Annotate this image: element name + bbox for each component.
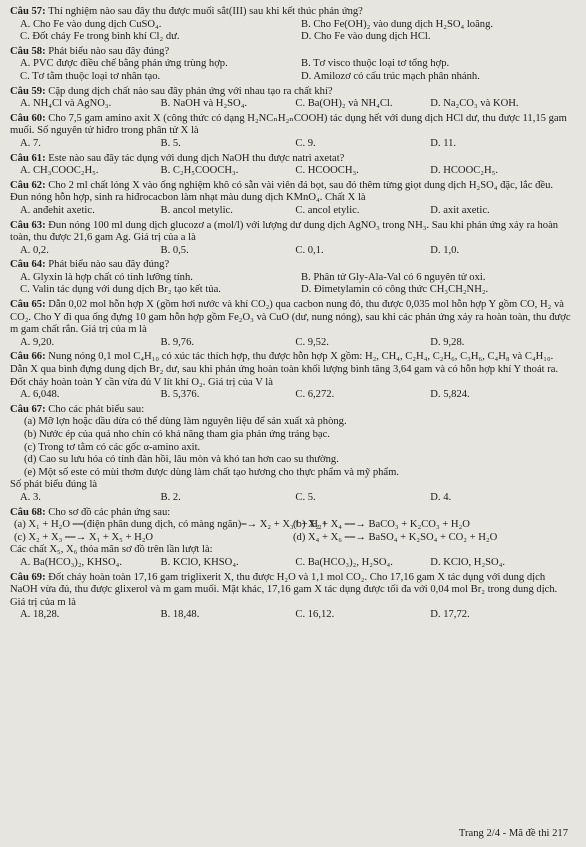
answer-option-a: A. anđehit axetic.: [20, 204, 95, 216]
question-0: [10, 6, 572, 44]
statement: (e) Một số este có mùi thơm được dùng làm chất tạo hương cho thực phẩm và mỹ phẩm.: [24, 466, 400, 478]
answer-options: [10, 492, 572, 505]
answer-option-d: D. HCOOC₂H₅.: [430, 165, 498, 177]
question-prompt: Số phát biểu đúng là: [10, 479, 98, 491]
question-3: [10, 113, 572, 151]
question-number: Câu 64:: [10, 259, 46, 271]
answer-options: [10, 609, 572, 622]
question-11: [10, 507, 572, 570]
question-number: Câu 57:: [10, 6, 46, 17]
question-5: [10, 180, 572, 218]
statement: (c) Trong tơ tằm có các gốc α-amino axit.: [24, 441, 201, 453]
answer-option-d: D. Cho Fe vào dung dịch HCl.: [301, 31, 431, 43]
answer-option-b: B. NaOH và H₂SO₄.: [160, 98, 248, 110]
answer-option-d: D. 11.: [430, 137, 457, 149]
answer-option-b: B. Cho Fe(OH)₂ vào dung dịch H₂SO₄ loãng.: [301, 18, 494, 30]
question-text: Câu 65: Dẫn 0,02 mol hỗn hợp X (gồm hơi nước và khí CO₂) qua cacbon nung đỏ, thu được 0,035 mol hỗn hợp Y gồm CO, H₂ và CO₂. Cho Y đi qua ống đựng 10 gam hỗn hợp gồm Fe₂O₃ và CuO (dư, nung nóng), sau khi các phản ứng xảy ra hoàn toàn, thu được m gam chất rắn. Giá trị của m là: [10, 299, 571, 336]
answer-option-b: B. 18,48.: [160, 609, 200, 621]
question-text: Câu 61: Este nào sau đây tác dụng với dung dịch NaOH thu được natri axetat?: [10, 152, 345, 164]
question-text: Câu 62: Cho 2 ml chất lỏng X vào ống nghiệm khô có sẵn vài viên đá bọt, sau đó thêm từng giọt dung dịch H₂SO₄ đặc, lắc đều. Đun nóng hỗn hợp, sinh ra hiđrocacbon làm nhạt màu dung dịch KMnO₄. Chất X là: [10, 179, 554, 204]
answer-options: [10, 58, 572, 83]
answer-option-a: A. 3.: [20, 491, 41, 503]
answer-option-b: B. C₂H₅COOCH₃.: [160, 165, 239, 177]
answer-option-b: B. 5.: [160, 137, 181, 149]
answer-option-b: B. 0,5.: [160, 244, 189, 256]
question-text: Câu 69: Đốt cháy hoàn toàn 17,16 gam triglixerit X, thu được H₂O và 1,1 mol CO₂. Cho 17,16 gam X tác dụng với dung dịch NaOH vừa đủ, thu được glixerol và m gam muối. Mặt khác, 17,16 gam X tác dụng được tối đa với 0,04 mol Br₂ trong dung dịch. Giá trị của m là: [10, 571, 558, 608]
answer-option-c: C. HCOOCH₃.: [295, 165, 359, 177]
question-4: [10, 153, 572, 178]
answer-options: [10, 272, 572, 297]
answer-option-c: C. ancol etylic.: [295, 204, 360, 216]
answer-option-b: B. Phân tử Gly-Ala-Val có 6 nguyên tử oxi.: [301, 271, 486, 283]
answer-option-a: A. PVC được điều chế bằng phản ứng trùng hợp.: [20, 58, 228, 70]
answer-option-c: C. Tơ tằm thuộc loại tơ nhân tạo.: [20, 70, 161, 82]
answer-option-d: D. KClO, H₂SO₄.: [430, 556, 506, 568]
question-text: Câu 59: Cặp dung dịch chất nào sau đây phản ứng với nhau tạo ra chất khí?: [10, 85, 333, 97]
answer-option-c: C. 6,272.: [295, 389, 335, 401]
question-number: Câu 59:: [10, 85, 46, 97]
answer-option-d: D. Đimetylamin có công thức CH₃CH₂NH₂.: [301, 284, 489, 296]
answer-option-a: A. CH₃COOC₂H₅.: [20, 165, 99, 177]
question-text: Câu 58: Phát biểu nào sau đây đúng?: [10, 45, 170, 57]
statement: (b) Nước ép của quả nho chín có khả năng tham gia phản ứng tráng bạc.: [24, 429, 330, 440]
question-text: Câu 67: Cho các phát biểu sau:: [10, 403, 145, 415]
answer-option-a: A. NH₄Cl và AgNO₃.: [20, 98, 112, 110]
answer-option-d: D. Na₂CO₃ và KOH.: [430, 98, 519, 110]
answer-option-a: A. 6,048.: [20, 389, 60, 401]
answer-options: [10, 165, 572, 178]
answer-option-d: D. axit axetic.: [430, 204, 490, 216]
answer-option-c: C. 0,1.: [295, 244, 324, 256]
question-number: Câu 66:: [10, 351, 46, 363]
answer-option-d: D. 4.: [430, 491, 452, 503]
answer-option-d: D. 5,824.: [430, 389, 470, 401]
question-text: Câu 64: Phát biểu nào sau đây đúng?: [10, 259, 170, 271]
answer-option-a: A. Ba(HCO₃)₂, KHSO₄.: [20, 556, 123, 568]
answer-option-a: A. 0,2.: [20, 244, 49, 256]
answer-option-c: C. Ba(OH)₂ và NH₄Cl.: [295, 98, 393, 110]
question-number: Câu 58:: [10, 45, 46, 57]
page-footer: Trang 2/4 - Mã đề thi 217: [458, 828, 568, 840]
answer-option-b: B. ancol metylic.: [160, 204, 233, 216]
question-8: [10, 299, 572, 349]
question-text: Câu 63: Đun nóng 100 ml dung dịch glucozơ a (mol/l) với lượng dư dung dịch AgNO₃ trong NH₃. Sau khi phản ứng xảy ra hoàn toàn, thu được 21,6 gam Ag. Giá trị của a là: [10, 219, 559, 244]
answer-option-a: A. 7.: [20, 137, 41, 149]
reaction: (b) X₂ + X₄ ⎯⎯→ BaCO₃ + K₂CO₃ + H₂O: [293, 519, 470, 531]
question-list: [10, 6, 572, 622]
question-number: Câu 67:: [10, 403, 46, 415]
answer-options: [10, 245, 572, 258]
answer-options: [10, 337, 572, 350]
reaction: (a) X₁ + H₂O ⎯⎯(điện phân dung dịch, có màng ngăn)⎯→ X₂ + X₃↑ + H₂↑: [14, 519, 327, 531]
question-text: Câu 60: Cho 7,5 gam amino axit X (công thức có dạng H₂NCₙH₂ₙCOOH) tác dụng hết với dung dịch HCl dư, thu được 11,15 gam muối. Số nguyên tử hiđro trong phân tử X là: [10, 112, 567, 137]
answer-option-d: D. Amilozơ có cấu trúc mạch phân nhánh.: [301, 70, 480, 82]
question-text: Câu 57: Thí nghiệm nào sau đây thu được muối sắt(III) sau khi kết thúc phản ứng?: [10, 6, 363, 17]
question-9: [10, 351, 572, 401]
answer-option-b: B. 5,376.: [160, 389, 200, 401]
answer-option-d: D. 1,0.: [430, 244, 460, 256]
question-number: Câu 63:: [10, 219, 46, 231]
answer-option-a: A. 9,20.: [20, 336, 55, 348]
question-number: Câu 61:: [10, 152, 46, 164]
answer-option-b: B. 2.: [160, 491, 181, 503]
answer-options: [10, 98, 572, 111]
question-number: Câu 65:: [10, 299, 46, 311]
answer-option-a: A. Cho Fe vào dung dịch CuSO₄.: [20, 18, 162, 30]
answer-options: [10, 138, 572, 151]
question-12: [10, 572, 572, 622]
answer-option-d: D. 9,28.: [430, 336, 465, 348]
statement: (d) Cao su lưu hóa có tính đàn hồi, lâu mòn và khó tan hơn cao su thường.: [24, 454, 339, 466]
answer-option-a: A. 18,28.: [20, 609, 60, 621]
answer-options: [10, 557, 572, 570]
question-10: [10, 404, 572, 505]
question-prompt: Các chất X₅, X₆ thỏa mãn sơ đồ trên lần lượt là:: [10, 544, 213, 556]
reaction: (c) X₂ + X₃ ⎯⎯→ X₁ + X₅ + H₂O: [14, 531, 154, 543]
question-2: [10, 86, 572, 111]
reaction-scheme: [10, 519, 572, 544]
statement: (a) Mỡ lợn hoặc dầu dừa có thể dùng làm nguyên liệu để sản xuất xà phòng.: [24, 416, 347, 428]
answer-option-c: C. Ba(HCO₃)₂, H₂SO₄.: [295, 556, 393, 568]
question-7: [10, 259, 572, 297]
question-text: Câu 66: Nung nóng 0,1 mol C₄H₁₀ có xúc tác thích hợp, thu được hỗn hợp X gồm: H₂, CH₄, C₂H₄, C₂H₆, C₃H₆, C₄H₈ và C₄H₁₀. Dẫn X qua bình đựng dung dịch Br₂ dư, sau khi phản ứng hoàn toàn khối lượng bình tăng 3,64 gam và có hỗn hợp khí Y thoát ra. Đốt cháy hoàn toàn Y cần vừa đủ V lít khí O₂. Giá trị của V là: [10, 351, 559, 388]
answer-options: [10, 19, 572, 44]
question-number: Câu 68:: [10, 506, 46, 518]
question-1: [10, 46, 572, 84]
answer-option-b: B. KClO, KHSO₄.: [160, 556, 239, 568]
answer-option-c: C. 16,12.: [295, 609, 335, 621]
question-number: Câu 60:: [10, 112, 46, 124]
question-number: Câu 62:: [10, 179, 46, 191]
question-6: [10, 220, 572, 258]
question-text: Câu 68: Cho sơ đồ các phản ứng sau:: [10, 506, 171, 518]
answer-option-d: D. 17,72.: [430, 609, 470, 621]
answer-options: [10, 389, 572, 402]
answer-option-c: C. 9,52.: [295, 336, 329, 348]
answer-option-b: B. Tơ visco thuộc loại tơ tổng hợp.: [301, 58, 450, 70]
question-number: Câu 69:: [10, 571, 46, 583]
answer-option-c: C. Đốt cháy Fe trong bình khí Cl₂ dư.: [20, 31, 180, 43]
answer-option-a: A. Glyxin là hợp chất có tính lưỡng tính.: [20, 271, 193, 283]
answer-option-b: B. 9,76.: [160, 336, 195, 348]
reaction: (d) X₄ + X₆ ⎯⎯→ BaSO₄ + K₂SO₄ + CO₂ + H₂O: [293, 531, 498, 543]
answer-options: [10, 205, 572, 218]
answer-option-c: C. 9.: [295, 137, 316, 149]
answer-option-c: C. Valin tác dụng với dung dịch Br₂ tạo kết tủa.: [20, 284, 221, 296]
answer-option-c: C. 5.: [295, 491, 316, 503]
